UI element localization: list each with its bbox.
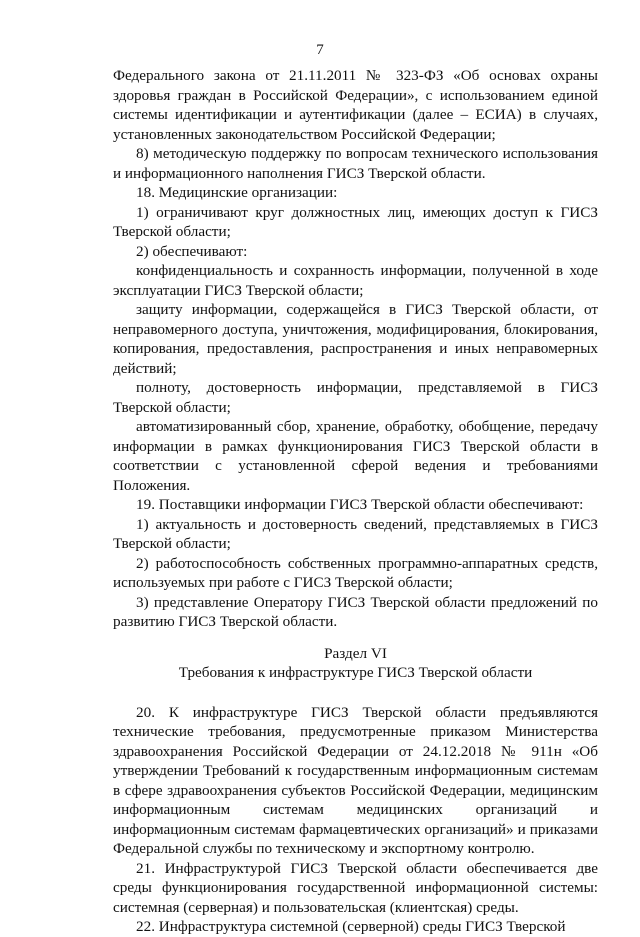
paragraph: 22. Инфраструктура системной (серверной) среды ГИСЗ Тверской (136, 918, 566, 935)
paragraph: 2) обеспечивают: (136, 242, 248, 260)
paragraph: защиту информации, содержащейся в ГИСЗ Тверской области, от неправомерного доступа, уничтожения, модифицирования, блокирования, копирования, предоставления, распространения и иных неправомерных действий; (113, 301, 598, 377)
paragraph: 21. Инфраструктурой ГИСЗ Тверской области обеспечивается две среды функционирования государственной информационной системы: системная (серверная) и пользовательская (клиентская) среды. (113, 859, 598, 916)
section-heading: Раздел VI (324, 644, 387, 662)
paragraph: 18. Медицинские организации: (136, 184, 338, 201)
paragraph: 1) актуальность и достоверность сведений, представляемых в ГИСЗ Тверской области; (113, 515, 598, 552)
paragraph: 3) представление Оператору ГИСЗ Тверской области предложений по развитию ГИСЗ Тверской области. (113, 593, 598, 630)
paragraph: 20. К инфраструктуре ГИСЗ Тверской области предъявляются технические требования, предусмотренные приказом Министерства здравоохранения Российской Федерации от 24.12.2018 № 911н «Об утверждении Требований к государственным информационным системам в сфере здравоохранения субъектов Российской Федерации, медицинским информационным системам медицинских организаций и информационным системам фармацевтических организаций» и приказами Федеральной службы по техническому и экспортному контролю. (113, 703, 598, 857)
paragraph: 8) методическую поддержку по вопросам технического использования и информационного наполнения ГИСЗ Тверской области. (113, 145, 598, 182)
paragraph: конфиденциальность и сохранность информации, полученной в ходе эксплуатации ГИСЗ Тверской области; (113, 262, 598, 299)
paragraph: автоматизированный сбор, хранение, обработку, обобщение, передачу информации в рамках функционирования ГИСЗ Тверской области в соответствии с установленной сферой ведения и требованиями Положения. (113, 418, 598, 494)
paragraph: 1) ограничивают круг должностных лиц, имеющих доступ к ГИСЗ Тверской области; (113, 203, 598, 240)
page-number: 7 (316, 42, 324, 58)
section-title: Требования к инфраструктуре ГИСЗ Тверской области (178, 664, 533, 681)
paragraph: 2) работоспособность собственных программно-аппаратных средств, используемых при работе с ГИСЗ Тверской области; (113, 554, 598, 591)
paragraph: Федерального закона от 21.11.2011 № 323-ФЗ «Об основах охраны здоровья граждан в Российской Федерации», с использованием единой системы идентификации и аутентификации (далее – ЕСИА) в случаях, установленных законодательством Российской Федерации; (113, 67, 598, 143)
paragraph: полноту, достоверность информации, представляемой в ГИСЗ Тверской области; (113, 379, 598, 416)
document-body (113, 66, 598, 937)
paragraph: 19. Поставщики информации ГИСЗ Тверской области обеспечивают: (136, 496, 584, 513)
